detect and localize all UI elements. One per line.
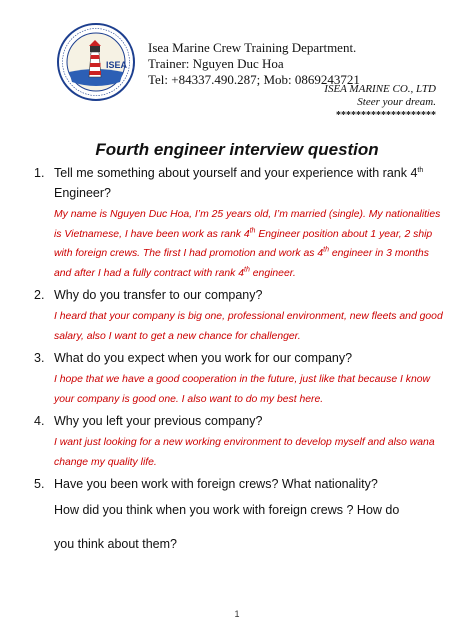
- question-5: [34, 474, 448, 554]
- header-contact: [148, 40, 360, 88]
- logo-lettering: ISEA: [106, 60, 128, 70]
- question-4: [34, 411, 448, 431]
- question-list: [34, 163, 448, 554]
- star-divider: ********************: [336, 110, 436, 121]
- question-text: What do you expect when you work for our company?: [54, 351, 353, 365]
- isea-marine-logo: [56, 22, 136, 102]
- question-number: 2.: [34, 288, 45, 302]
- question-text: Why you left your previous company?: [54, 414, 263, 428]
- answer-4: I want just looking for a new working environment to develop myself and also wana change my quality life.: [54, 437, 435, 468]
- question-text: Tell me something about yourself and your experience with rank 4th Engineer?: [54, 166, 424, 200]
- answer-3: I hope that we have a good cooperation in the future, just like that because I know your company is good one. I also want to do my best here.: [54, 374, 431, 405]
- question-number: 3.: [34, 351, 45, 365]
- answer-1: My name is Nguyen Duc Hoa, I’m 25 years old, I’m married (single). My nationalities is Vietnamese, I have been work as rank 4th Engineer position about 1 year, 2 ship with foreign crews. The first I had promotion and work as 4th engineer in 3 months and after I had a fully contract with rank 4th engineer.: [54, 209, 441, 279]
- question-2: [34, 285, 448, 305]
- trainer-line: Trainer: Nguyen Duc Hoa: [148, 56, 284, 71]
- question-3: [34, 348, 448, 368]
- question-text: Have you been work with foreign crews? What nationality? How did you think when you work with foreign crews ? How do you think about them?: [54, 477, 400, 551]
- question-number: 5.: [34, 477, 45, 491]
- question-number: 4.: [34, 414, 45, 428]
- question-1: [34, 163, 448, 203]
- answer-2: I heard that your company is big one, professional environment, new fleets and good salary, also I want to get a new chance for challenger.: [54, 311, 443, 342]
- department-line: Isea Marine Crew Training Department.: [148, 40, 357, 55]
- phone-line: Tel: +84337.490.287; Mob: 0869243721: [148, 72, 360, 87]
- page-number: 1: [234, 609, 240, 619]
- question-text: Why do you transfer to our company?: [54, 288, 263, 302]
- document-title: Fourth engineer interview question: [95, 140, 379, 159]
- slogan: Steer your dream.: [357, 96, 436, 108]
- question-number: 1.: [34, 166, 45, 180]
- header-company: [324, 83, 436, 122]
- company-name: ISEA MARINE CO., LTD: [324, 83, 436, 95]
